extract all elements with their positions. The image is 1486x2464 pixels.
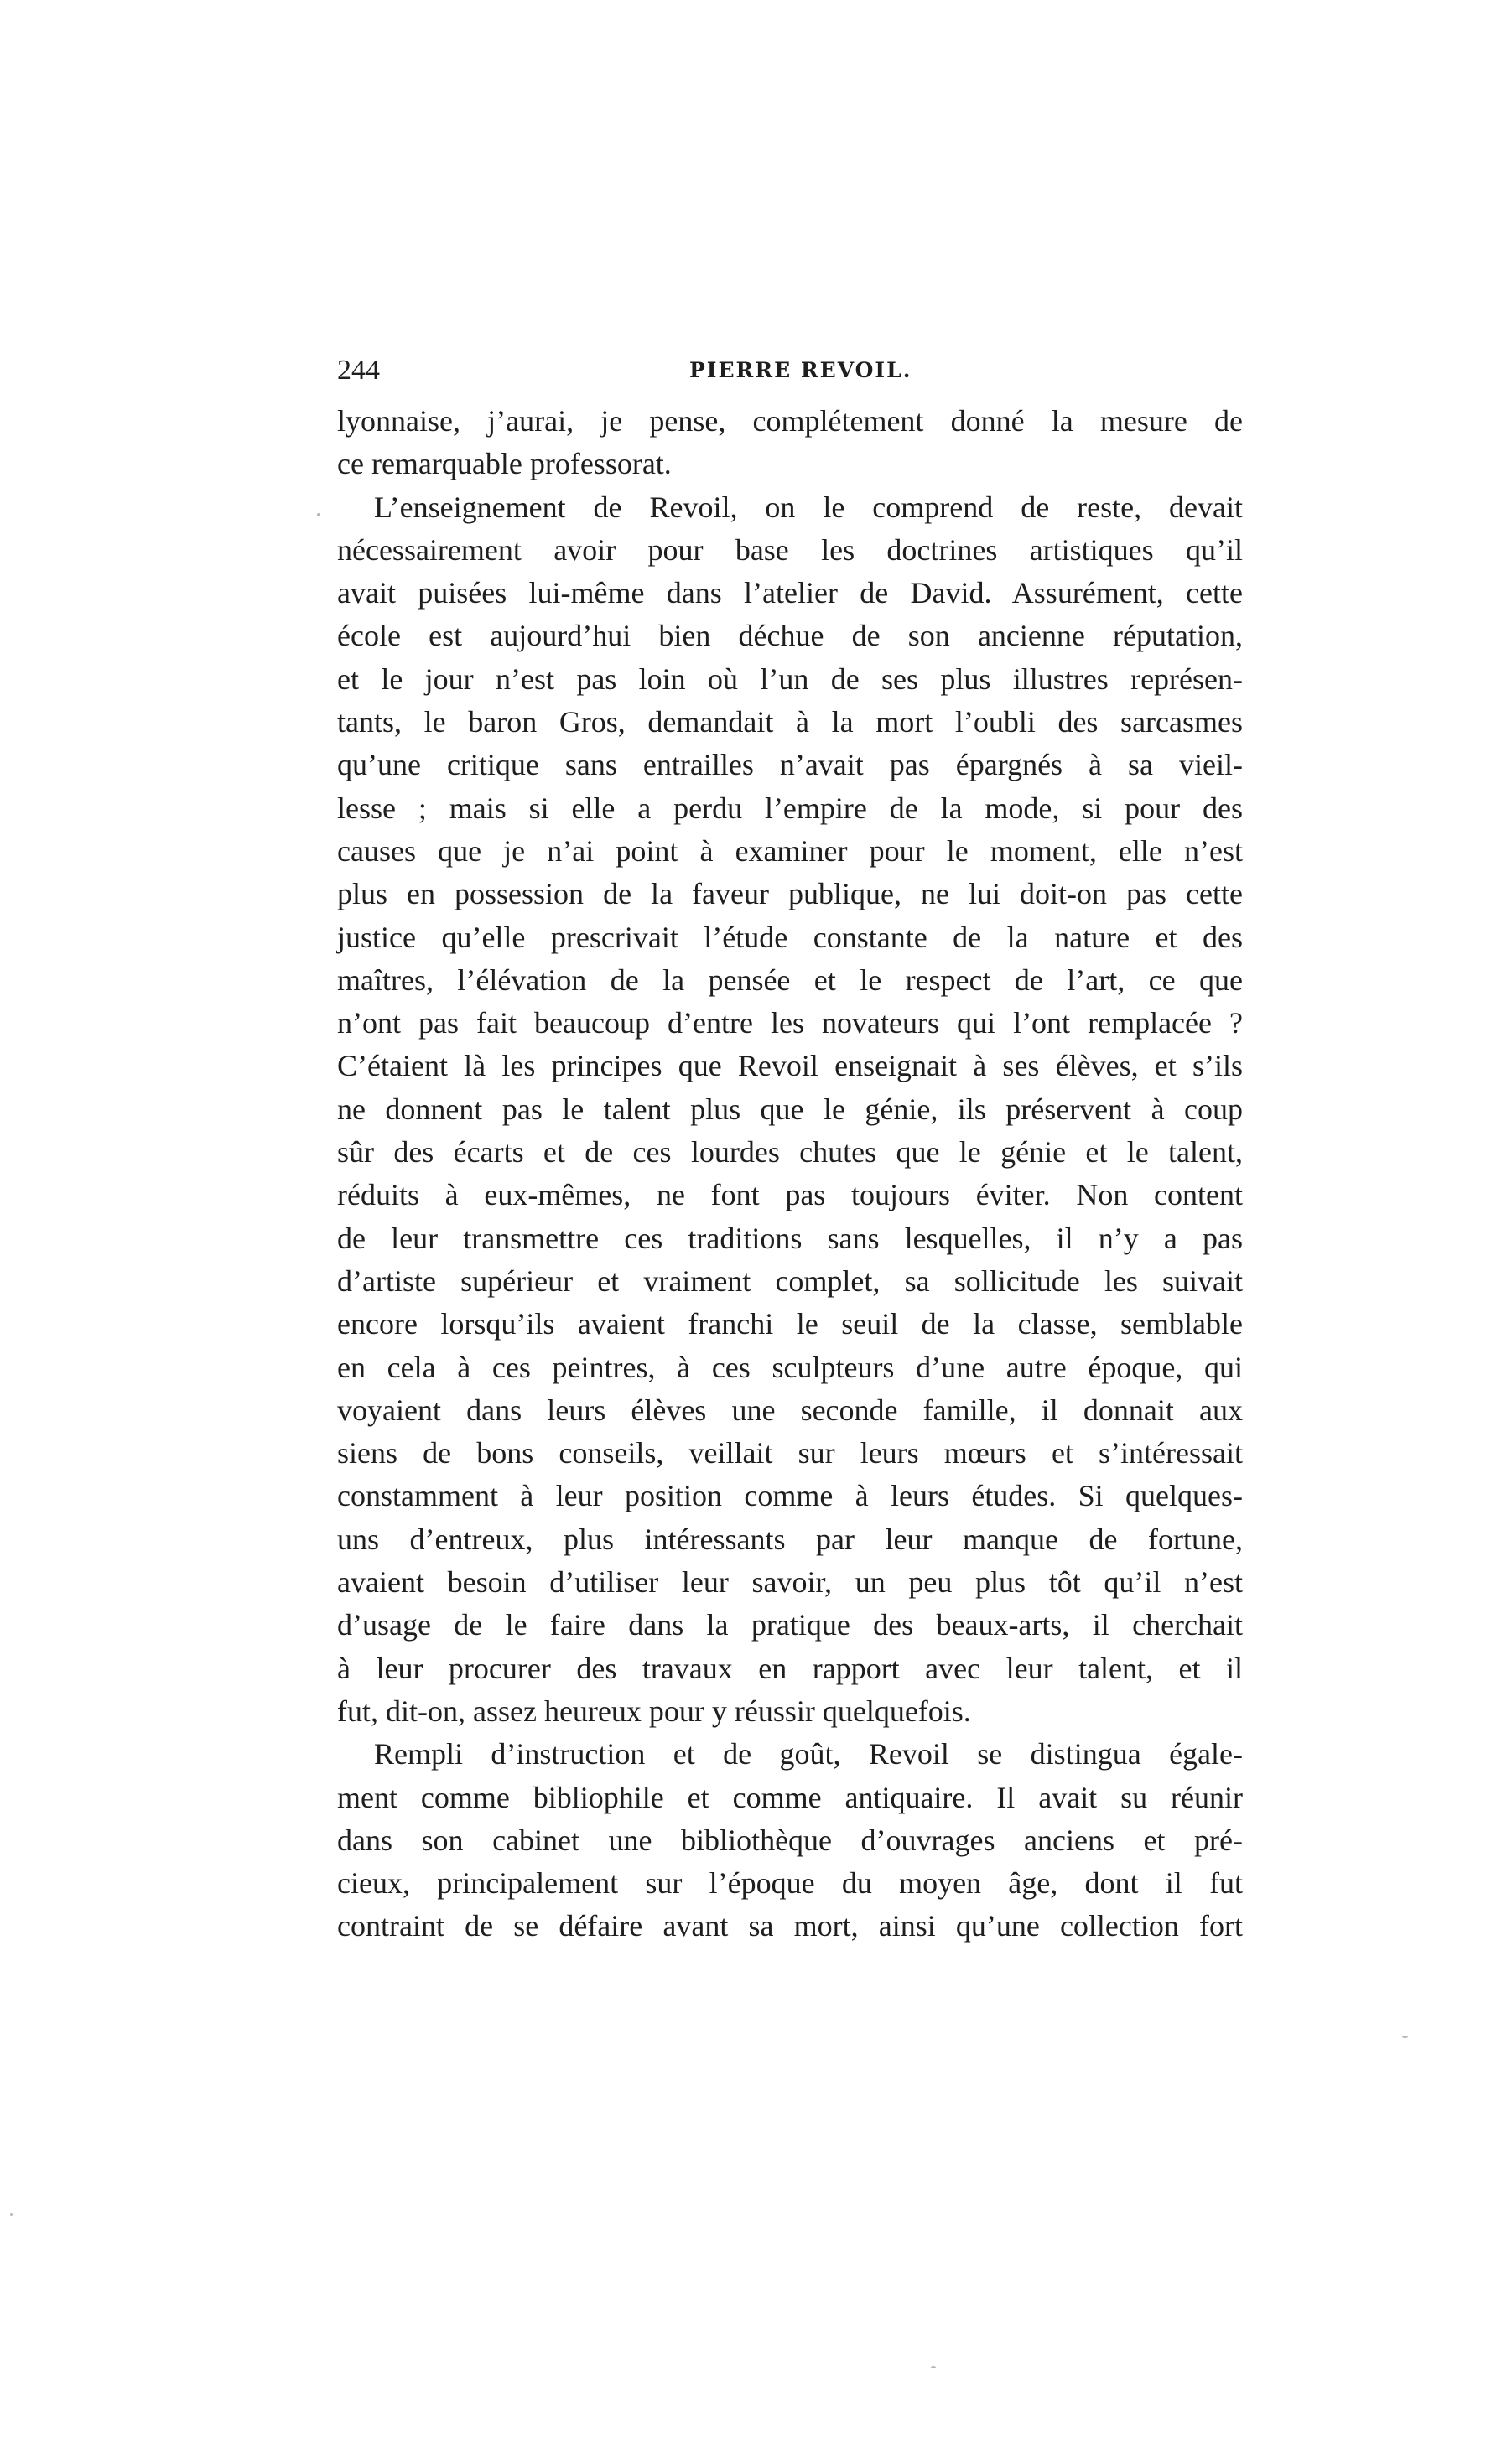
text-line: ne donnent pas le talent plus que le génie, ils préservent à coup <box>337 1092 1243 1126</box>
text-line: lyonnaise, j’aurai, je pense, complétement donné la mesure de <box>337 404 1243 438</box>
page-number: 244 <box>337 355 380 386</box>
text-line: justice qu’elle prescrivait l’étude constante de la nature et des <box>337 920 1243 954</box>
paper-speck <box>317 513 320 516</box>
body-text <box>337 400 1243 1948</box>
text-line: cieux, principalement sur l’époque du moyen âge, dont il fut <box>337 1866 1243 1901</box>
text-line: lesse ; mais si elle a perdu l’empire de la mode, si pour des <box>337 791 1243 825</box>
paper-speck <box>10 2213 13 2216</box>
paper-speck <box>931 2366 936 2368</box>
text-line: dans son cabinet une bibliothèque d’ouvrages anciens et pré- <box>337 1823 1243 1857</box>
text-line: en cela à ces peintres, à ces sculpteurs d’une autre époque, qui <box>337 1350 1243 1384</box>
page-header <box>337 345 1243 396</box>
text-line: fut, dit-on, assez heureux pour y réussir quelquefois. <box>337 1694 971 1728</box>
text-line: n’ont pas fait beaucoup d’entre les novateurs qui l’ont remplacée ? <box>337 1006 1243 1040</box>
text-line: d’usage de le faire dans la pratique des beaux-arts, il cherchait <box>337 1608 1243 1642</box>
paragraph <box>337 486 1243 1734</box>
text-line: causes que je n’ai point à examiner pour le moment, elle n’est <box>337 833 1243 868</box>
text-line: encore lorsqu’ils avaient franchi le seuil de la classe, semblable <box>337 1307 1243 1341</box>
text-line: sûr des écarts et de ces lourdes chutes que le génie et le talent, <box>337 1135 1243 1170</box>
text-line: de leur transmettre ces traditions sans lesquelles, il n’y a pas <box>337 1221 1243 1255</box>
paragraph <box>337 400 1243 486</box>
text-line: voyaient dans leurs élèves une seconde famille, il donnait aux <box>337 1393 1243 1427</box>
text-line: siens de bons conseils, veillait sur leurs mœurs et s’intéressait <box>337 1436 1243 1471</box>
text-line: maîtres, l’élévation de la pensée et le respect de l’art, ce que <box>337 962 1243 997</box>
text-line: plus en possession de la faveur publique, ne lui doit-on pas cette <box>337 877 1243 911</box>
text-line: contraint de se défaire avant sa mort, ainsi qu’une collection fort <box>337 1909 1243 1943</box>
text-line: à leur procurer des travaux en rapport avec leur talent, et il <box>337 1651 1243 1685</box>
text-line: avaient besoin d’utiliser leur savoir, un peu plus tôt qu’il n’est <box>337 1565 1243 1600</box>
text-line: L’enseignement de Revoil, on le comprend de reste, devait <box>374 490 1243 524</box>
text-line: ce remarquable professorat. <box>337 447 672 481</box>
text-line: nécessairement avoir pour base les doctrines artistiques qu’il <box>337 532 1243 567</box>
text-line: avait puisées lui-même dans l’atelier de David. Assurément, cette <box>337 576 1243 610</box>
running-head: PIERRE REVOIL. <box>689 358 912 382</box>
text-line: et le jour n’est pas loin où l’un de ses plus illustres représen- <box>337 661 1243 696</box>
text-line: uns d’entreux, plus intéressants par leur manque de fortune, <box>337 1522 1243 1556</box>
paragraph <box>337 1733 1243 1948</box>
text-line: d’artiste supérieur et vraiment complet, sa sollicitude les suivait <box>337 1263 1243 1298</box>
text-line: C’étaient là les principes que Revoil enseignait à ses élèves, et s’ils <box>337 1049 1243 1083</box>
text-line: qu’une critique sans entrailles n’avait pas épargnés à sa vieil- <box>337 748 1243 782</box>
text-line: constamment à leur position comme à leurs études. Si quelques- <box>337 1479 1243 1513</box>
paper-speck <box>1402 2036 1408 2038</box>
text-line: ment comme bibliophile et comme antiquaire. Il avait su réunir <box>337 1780 1243 1814</box>
text-line: école est aujourd’hui bien déchue de son ancienne réputation, <box>337 619 1243 653</box>
text-line: tants, le baron Gros, demandait à la mort l’oubli des sarcasmes <box>337 705 1243 739</box>
text-line: Rempli d’instruction et de goût, Revoil se distingua égale- <box>374 1737 1243 1771</box>
text-line: réduits à eux-mêmes, ne font pas toujours éviter. Non content <box>337 1178 1243 1212</box>
